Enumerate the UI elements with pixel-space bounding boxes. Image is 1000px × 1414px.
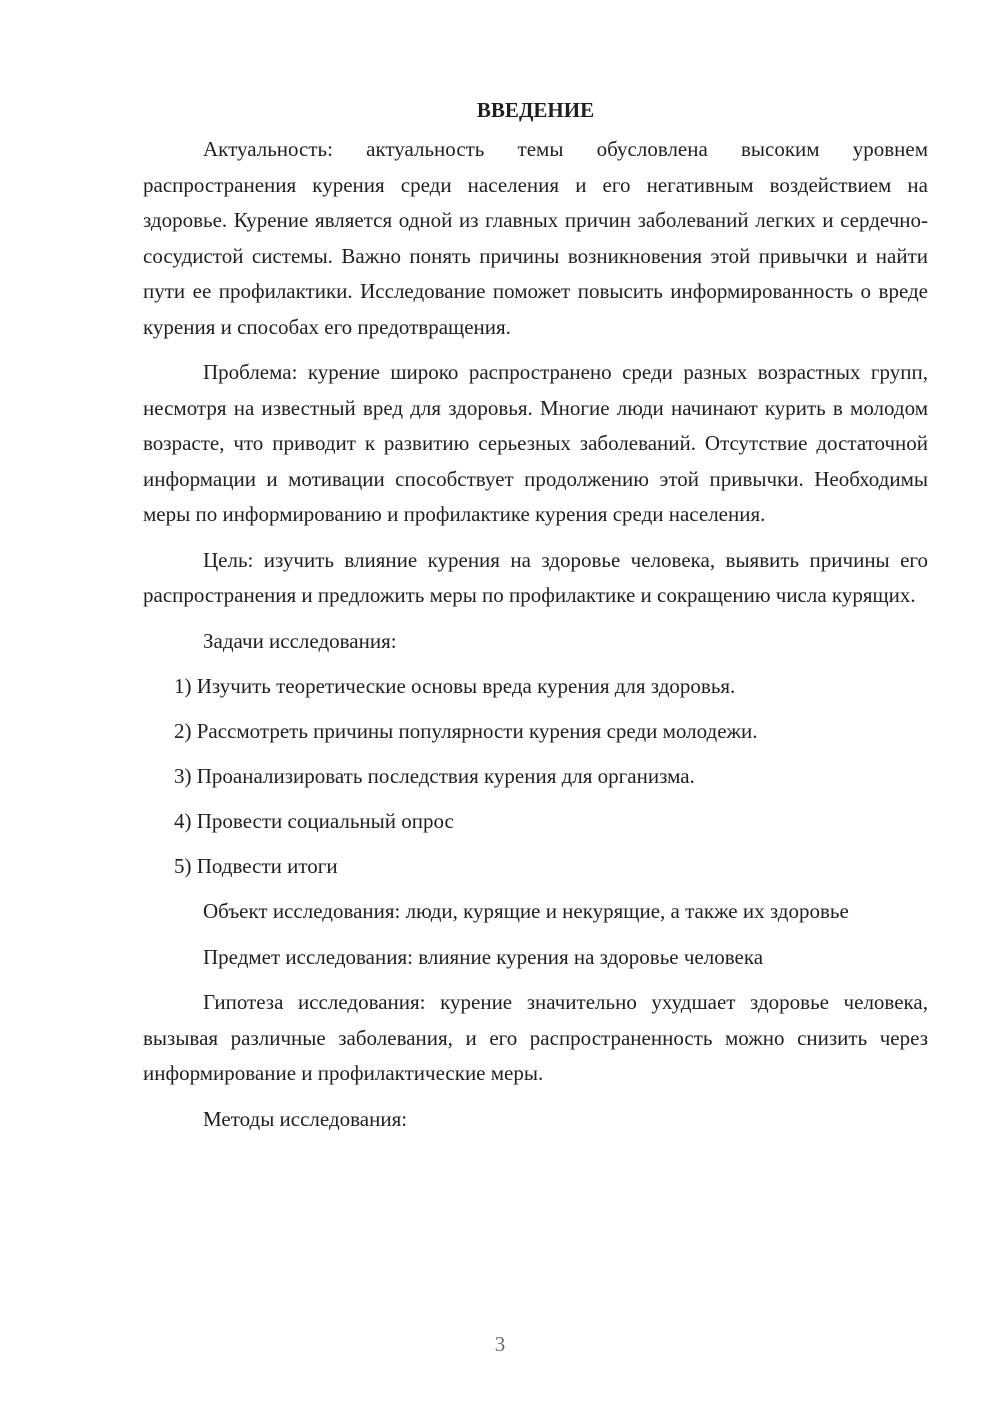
tasks-heading: Задачи исследования:	[203, 628, 397, 653]
list-item: 2) Рассмотреть причины популярности курения среди молодежи.	[174, 719, 758, 743]
tasks-list	[143, 669, 928, 885]
relevance-paragraph: Актуальность: актуальность темы обусловлена высоким уровнем распространения курения среди населения и его негативным воздействием на здоровье. Курение является одной из главных причин заболеваний легких и сердечно-сосудистой системы. Важно понять причины возникновения этой привычки и найти пути ее профилактики. Исследование поможет повысить информированность о вреде курения и способах его предотвращения.	[143, 137, 928, 339]
document-page	[143, 90, 928, 1147]
methods-heading: Методы исследования:	[203, 1106, 408, 1131]
goal-paragraph: Цель: изучить влияние курения на здоровье человека, выявить причины его распространения и предложить меры по профилактике и сокращению числа курящих.	[143, 547, 928, 607]
problem-paragraph: Проблема: курение широко распространено среди разных возрастных групп, несмотря на известный вред для здоровья. Многие люди начинают курить в молодом возрасте, что приводит к развитию серьезных заболеваний. Отсутствие достаточной информации и мотивации способствует продолжению этой привычки. Необходимы меры по информированию и профилактике курения среди населения.	[143, 360, 928, 526]
subject-paragraph: Предмет исследования: влияние курения на здоровье человека	[203, 944, 764, 969]
hypothesis-paragraph: Гипотеза исследования: курение значительно ухудшает здоровье человека, вызывая различные заболевания, и его распространенность можно снизить через информирование и профилактические меры.	[143, 990, 928, 1085]
list-item: 3) Проанализировать последствия курения для организма.	[174, 764, 695, 788]
list-item: 4) Провести социальный опрос	[174, 809, 454, 833]
list-item: 1) Изучить теоретические основы вреда курения для здоровья.	[174, 674, 736, 698]
object-paragraph: Объект исследования: люди, курящие и некурящие, а также их здоровье	[203, 899, 849, 923]
page-number: 3	[494, 1332, 506, 1356]
list-item: 5) Подвести итоги	[174, 854, 338, 878]
page-title: ВВЕДЕНИЕ	[476, 98, 595, 122]
